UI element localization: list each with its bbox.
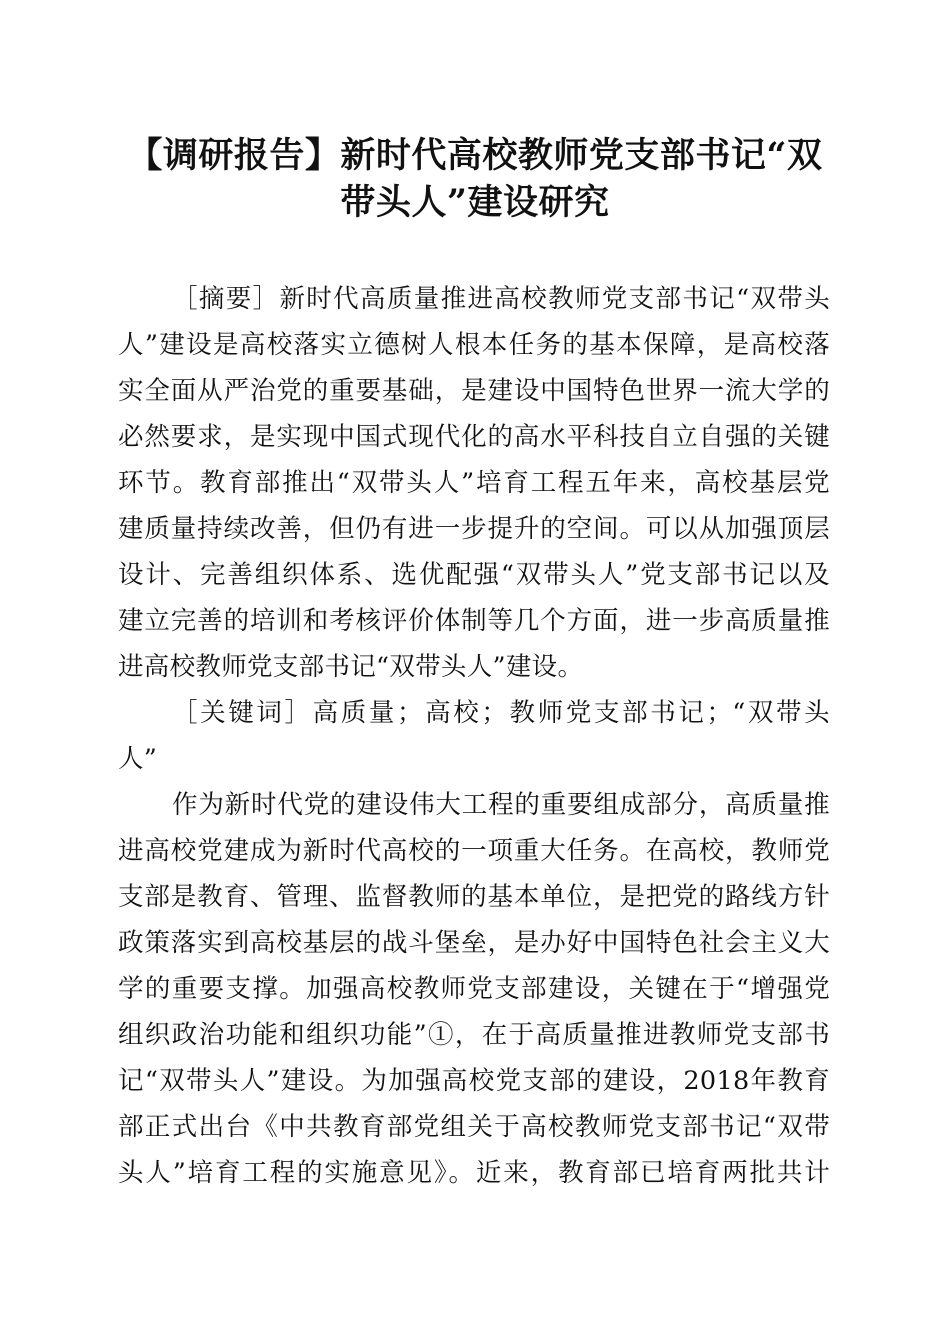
intro-line: 头人”培育工程的实施意见》。近来，教育部已培育两批共计 [118,1158,830,1188]
title-line: 带头人”建设研究 [340,182,610,223]
intro-line: 部正式出台《中共教育部党组关于高校教师党支部书记“双带 [118,1112,830,1142]
intro-line: 组织政治功能和组织功能”①，在于高质量推进教师党支部书 [118,1020,830,1050]
intro-line: 进高校党建成为新时代高校的一项重大任务。在高校，教师党 [118,836,830,866]
keywords-paragraph [118,690,830,782]
keywords-line: ［关键词］高质量；高校；教师党支部书记；“双带头 [172,698,830,728]
intro-paragraph [118,782,830,1196]
abstract-line: 实全面从严治党的重要基础，是建设中国特色世界一流大学的 [118,376,830,406]
abstract-line: 进高校教师党支部书记“双带头人”建设。 [118,652,584,682]
keywords-line: 人” [118,744,158,774]
title-line: 【调研报告】新时代高校教师党支部书记“双 [127,135,823,176]
intro-line: 学的重要支撑。加强高校教师党支部建设，关键在于“增强党 [118,974,830,1004]
abstract-line: 环节。教育部推出“双带头人”培育工程五年来，高校基层党 [118,468,830,498]
intro-line: 支部是教育、管理、监督教师的基本单位，是把党的路线方针 [118,882,830,912]
document-title [110,132,840,226]
abstract-line: 必然要求，是实现中国式现代化的高水平科技自立自强的关键 [118,422,830,452]
intro-line: 作为新时代党的建设伟大工程的重要组成部分，高质量推 [172,790,830,820]
abstract-line: 人”建设是高校落实立德树人根本任务的基本保障，是高校落 [118,330,830,360]
intro-line: 记“双带头人”建设。为加强高校党支部的建设，2018年教育 [118,1066,830,1096]
abstract-line: 建质量持续改善，但仍有进一步提升的空间。可以从加强顶层 [118,514,830,544]
intro-line: 政策落实到高校基层的战斗堡垒，是办好中国特色社会主义大 [118,928,830,958]
document-body [118,276,830,1196]
abstract-line: 设计、完善组织体系、选优配强“双带头人”党支部书记以及 [118,560,830,590]
abstract-line: ［摘要］新时代高质量推进高校教师党支部书记“双带头 [172,284,830,314]
abstract-paragraph [118,276,830,690]
abstract-line: 建立完善的培训和考核评价体制等几个方面，进一步高质量推 [118,606,830,636]
